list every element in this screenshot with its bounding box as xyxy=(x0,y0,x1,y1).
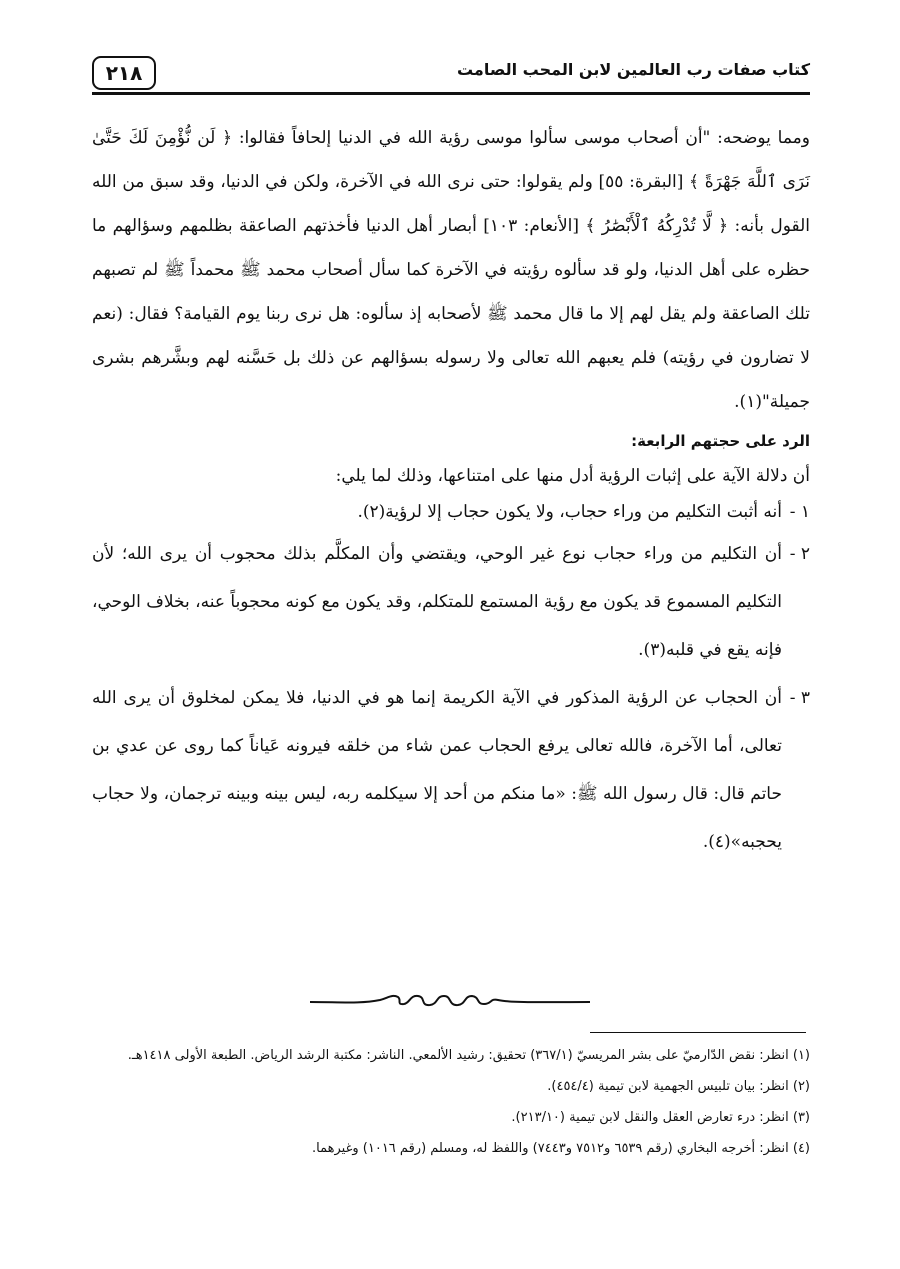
section-heading: الرد على حجتهم الرابعة: xyxy=(631,432,810,450)
point-text: أن التكليم من وراء حجاب نوع غير الوحي، ويقتضي وأن المكلَّم بذلك محجوب أن يرى الله؛ لأن التكليم المسموع قد يكون مع رؤية المستمع للمتكلم، وقد يكون مع كونه محجوباً عنه، بخلاف الوحي، فإنه يقع في قلبه(٣). xyxy=(91,544,782,660)
intro-paragraph: أن دلالة الآية على إثبات الرؤية أدل منها على امتناعها، وذلك لما يلي: xyxy=(335,466,810,486)
point-text: أنه أثبت التكليم من وراء حجاب، ولا يكون حجاب إلا لرؤية(٢). xyxy=(357,502,782,522)
point-number: ١ - xyxy=(789,502,810,522)
numbered-point xyxy=(92,674,810,866)
main-text xyxy=(92,116,810,866)
footnote: (٢) انظر: بيان تلبيس الجهمية لابن تيمية (٤٥٤/٤). xyxy=(547,1079,810,1094)
footnote-divider xyxy=(590,1032,806,1033)
numbered-point xyxy=(92,494,810,530)
header-divider xyxy=(92,92,810,95)
page-header xyxy=(92,56,810,90)
flourish-divider-icon xyxy=(310,990,590,1012)
footnote: (٣) انظر: درء تعارض العقل والنقل لابن تيمية (٢١٣/١٠). xyxy=(511,1110,810,1125)
running-title: كتاب صفات رب العالمين لابن المحب الصامت xyxy=(456,60,810,79)
footnote: (١) انظر: نقض الدّارميّ على بشر المريسيّ (٣٦٧/١) تحقيق: رشيد الألمعي. الناشر: مكتبة الرشد الرياض. الطبعة الأولى ١٤١٨هـ. xyxy=(127,1048,810,1063)
quoted-paragraph: ومما يوضحه: "أن أصحاب موسى سألوا موسى رؤية الله في الدنيا إلحافاً فقالوا: ﴿ لَن نُّؤْمِنَ لَكَ حَتَّىٰ نَرَى ٱللَّهَ جَهْرَةً ﴾ [البقرة: ٥٥] ولم يقولوا: حتى نرى الله في الآخرة، ولكن في الدنيا، وقد سبق من الله القول بأنه: ﴿ لَّا تُدْرِكُهُ ٱلْأَبْصَٰرُ ﴾ [الأنعام: ١٠٣] أبصار أهل الدنيا فأخذتهم الصاعقة بظلمهم وسؤالهم ما حظره على أهل الدنيا، ولو قد سألوه رؤيته في الآخرة كما سأل أصحاب محمد ﷺ محمداً ﷺ لم تصبهم تلك الصاعقة ولم يقل لهم إلا ما قال محمد ﷺ لأصحابه إذ سألوه: هل نرى ربنا يوم القيامة؟ فقال: (نعم لا تضارون في رؤيته) فلم يعبهم الله تعالى ولا رسوله بسؤالهم عن ذلك بل حَسَّنه لهم وبشَّرهم بشرى جميلة"(١). xyxy=(92,128,810,412)
footnotes xyxy=(92,1040,810,1164)
point-number: ٢ - xyxy=(789,544,810,564)
point-number: ٣ - xyxy=(789,688,810,708)
point-text: أن الحجاب عن الرؤية المذكور في الآية الكريمة إنما هو في الدنيا، فلا يمكن لمخلوق أن يرى الله تعالى، أما الآخرة، فالله تعالى يرفع الحجاب عمن شاء من خلقه فيرونه عَياناً كما روى عن عدي بن حاتم قال: قال رسول الله ﷺ: «ما منكم من أحد إلا سيكلمه ربه، ليس بينه وبينه ترجمان، ولا حجاب يحجبه»(٤). xyxy=(92,688,782,852)
numbered-point xyxy=(92,530,810,674)
page-number-badge: ٢١٨ xyxy=(92,56,156,90)
footnote: (٤) انظر: أخرجه البخاري (رقم ٦٥٣٩ و٧٥١٢ و٧٤٤٣) واللفظ له، ومسلم (رقم ١٠١٦) وغيرهما. xyxy=(312,1141,810,1156)
